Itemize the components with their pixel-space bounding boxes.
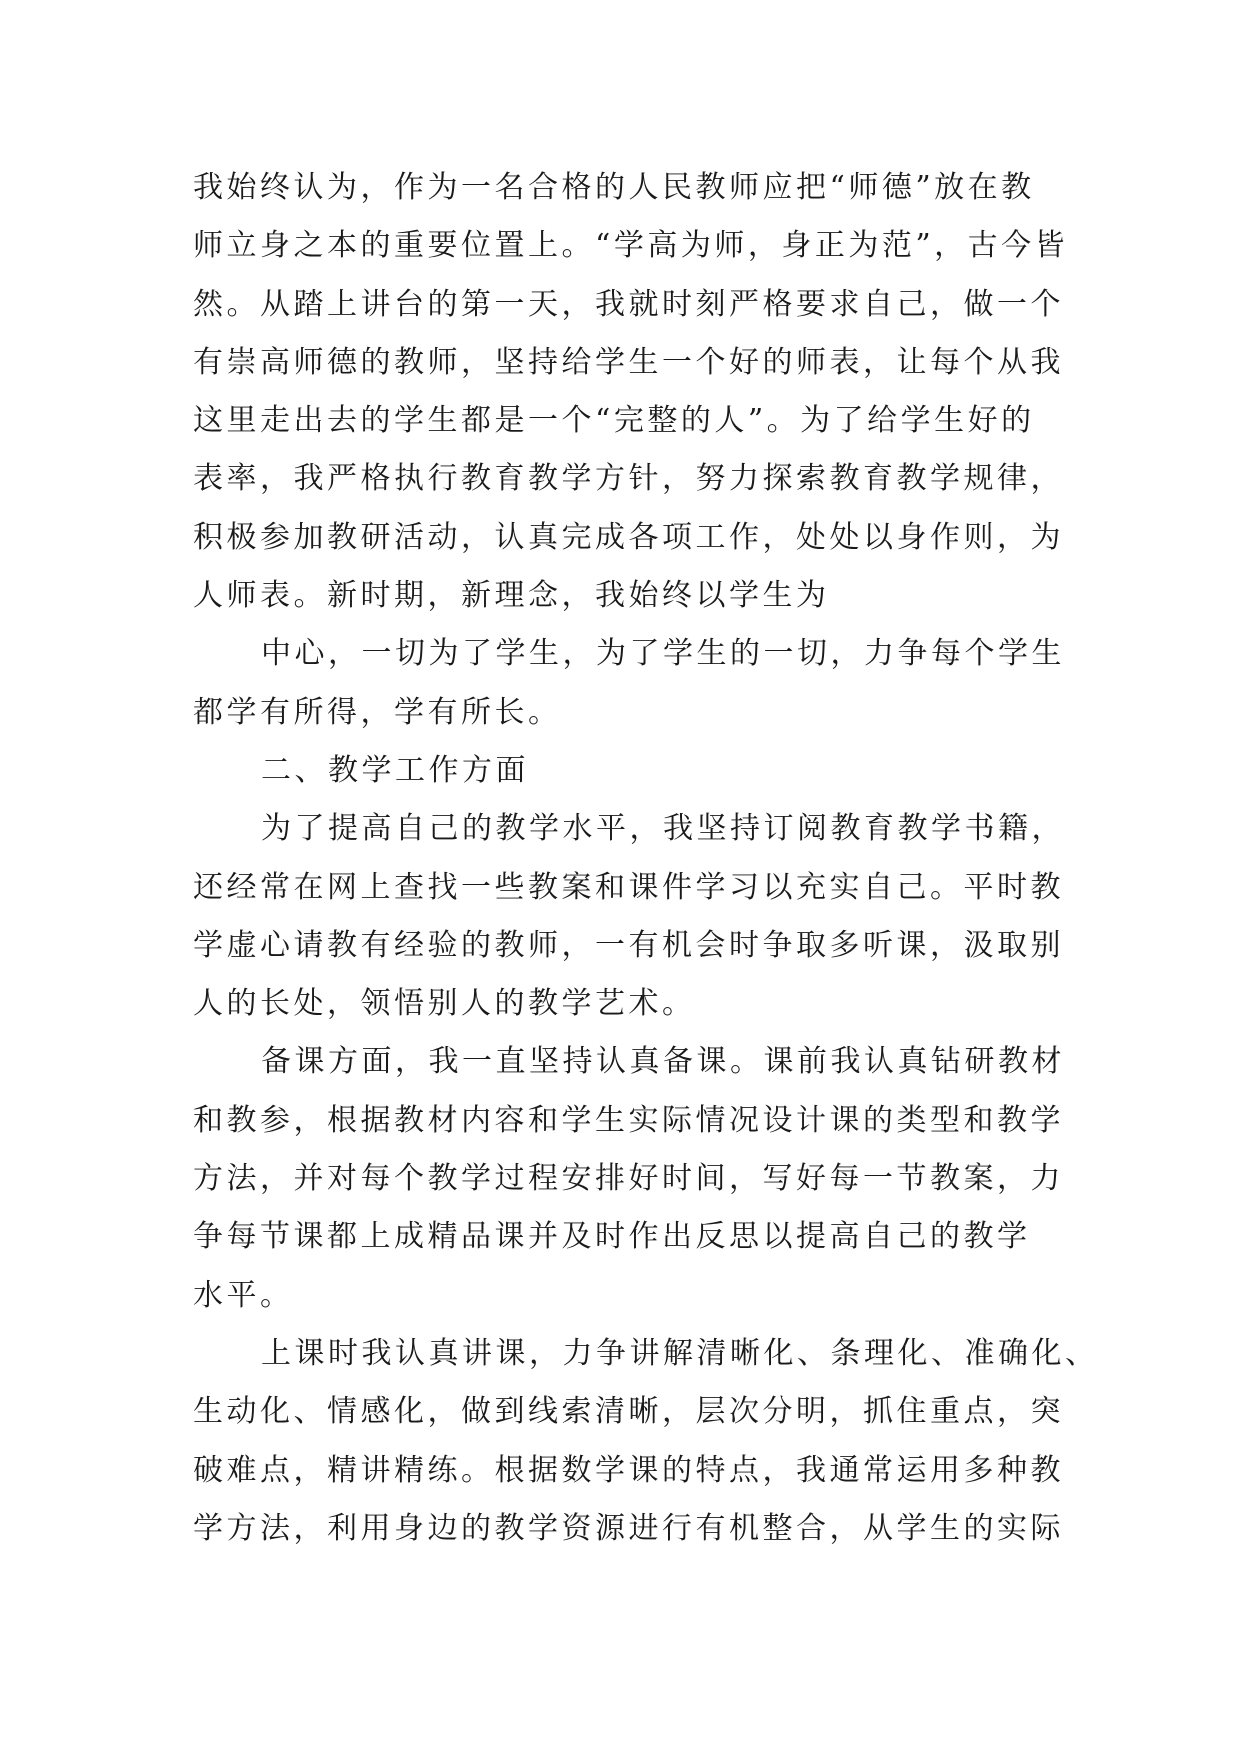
text-line: 方法，并对每个教学过程安排好时间，写好每一节教案，力 [193,1161,1064,1197]
text-line: 有崇高师德的教师，坚持给学生一个好的师表，让每个从我 [193,344,1064,380]
text-line: 上课时我认真讲课，力争讲解清晰化、条理化、准确化、 [261,1335,1099,1371]
text-line: 这里走出去的学生都是一个“完整的人”。为了给学生好的 [193,403,1035,439]
text-line: 还经常在网上查找一些教案和课件学习以充实自己。平时教 [193,869,1064,905]
text-line: 师立身之本的重要位置上。“学高为师，身正为范”，古今皆 [193,228,1069,264]
text-line: 然。从踏上讲台的第一天，我就时刻严格要求自己，做一个 [193,286,1064,322]
text-line: 和教参，根据教材内容和学生实际情况设计课的类型和教学 [193,1102,1064,1138]
text-line: 生动化、情感化，做到线索清晰，层次分明，抓住重点，突 [193,1394,1064,1430]
text-line: 学方法，利用身边的教学资源进行有机整合，从学生的实际 [193,1510,1064,1546]
text-line: 学虚心请教有经验的教师，一有机会时争取多听课，汲取别 [193,927,1064,963]
text-line: 积极参加教研活动，认真完成各项工作，处处以身作则，为 [193,519,1064,555]
section-heading: 二、教学工作方面 [261,752,529,788]
text-line: 表率，我严格执行教育教学方针，努力探索教育教学规律， [193,461,1064,497]
text-line: 水平。 [193,1277,294,1313]
text-line: 备课方面，我一直坚持认真备课。课前我认真钻研教材 [261,1044,1065,1080]
text-line: 人师表。新时期，新理念，我始终以学生为 [193,578,830,614]
text-line: 争每节课都上成精品课并及时作出反思以提高自己的教学 [193,1219,1031,1255]
text-line: 中心，一切为了学生，为了学生的一切，力争每个学生 [261,636,1065,672]
text-line: 我始终认为，作为一名合格的人民教师应把“师德”放在教 [193,170,1035,205]
text-line: 人的长处，领悟别人的教学艺术。 [193,986,696,1022]
text-line: 都学有所得，学有所长。 [193,694,562,730]
document-body [193,159,1099,1558]
text-line: 破难点，精讲精练。根据数学课的特点，我通常运用多种教 [193,1452,1064,1488]
text-line: 为了提高自己的教学水平，我坚持订阅教育教学书籍， [261,811,1065,847]
